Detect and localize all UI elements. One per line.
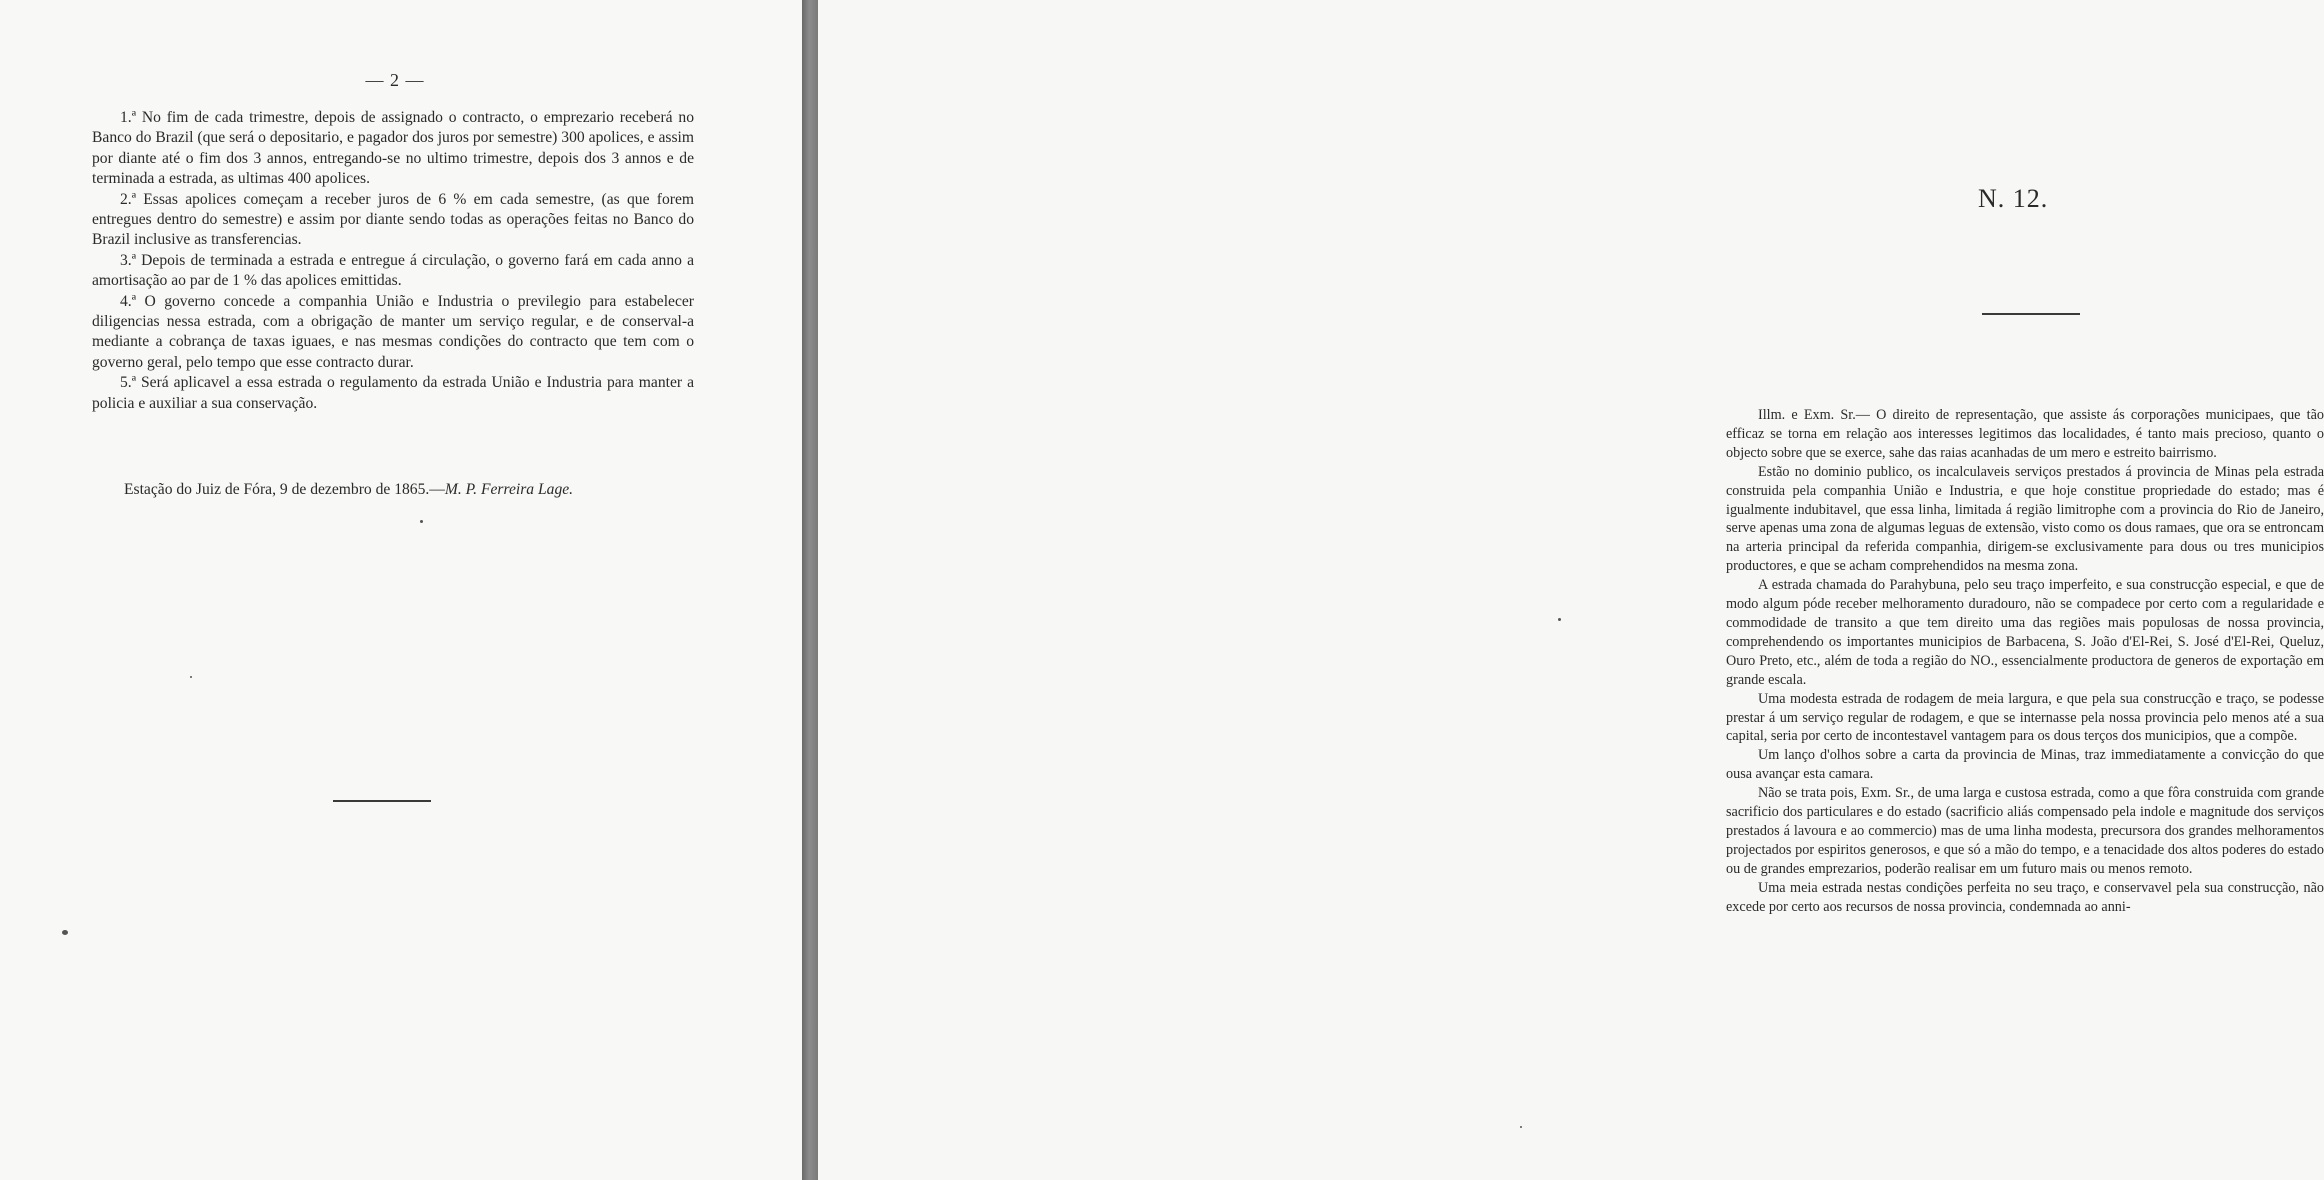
document-number: N. 12. [1978, 184, 2049, 213]
section-divider [333, 800, 431, 802]
representation-letter [1726, 406, 2324, 916]
left-page [0, 0, 802, 1180]
letter-paragraph: Estão no dominio publico, os incalculaveis serviços prestados á provincia de Minas pela estrada construida pela companhia União e Industria, e que hoje constitue propriedade do estado; mas é igualmente indubitavel, que essa linha, limitada á região limitrophe com a provincia do Rio de Janeiro, serve apenas uma zona de algumas leguas de extensão, visto como os dous ramaes, que ora se entroncam na arteria principal da referida companhia, dirigem-se exclusivamente para dous ou tres municipios productores, e que se acham comprehendidos na mesma zona. [1726, 463, 2324, 575]
letter-paragraph: A estrada chamada do Parahybuna, pelo seu traço imperfeito, e sua construcção especial, e que de modo algum póde receber melhoramento duradouro, não se compadece por certo com a regularidade e commodidade de transito a que tem direito uma das regiões mais populosas de nossa provincia, comprehendendo os importantes municipios de Barbacena, S. João d'El-Rei, S. José d'El-Rei, Queluz, Ouro Preto, etc., além de toda a região do NO., essencialmente productora de generos de exportação em grande escala. [1726, 577, 2324, 688]
signature-name: M. P. Ferreira Lage. [444, 481, 574, 498]
signature-place-date: Estação do Juiz de Fóra, 9 de dezembro de 1865.— [124, 481, 445, 498]
right-page [818, 0, 2324, 1180]
scan-speck [62, 930, 68, 935]
clause-paragraph: 5.ª Será aplicavel a essa estrada o regulamento da estrada União e Industria para manter a policia e auxiliar a sua conservação. [92, 374, 694, 412]
section-divider [1982, 313, 2080, 315]
scan-speck [1558, 618, 1561, 621]
clause-paragraph: 4.ª O governo concede a companhia União e Industria o previlegio para estabelecer diligencias nessa estrada, com a obrigação de manter um serviço regular, e de conserval-a mediante a cobrança de taxas iguaes, e nas mesmas condições do contracto que tem com o governo geral, pelo tempo que esse contracto durar. [92, 292, 694, 371]
contract-clauses [92, 108, 694, 414]
letter-paragraph: Não se trata pois, Exm. Sr., de uma larga e custosa estrada, como a que fôra construida com grande sacrificio dos particulares e do estado (sacrificio aliás compensado pela indole e magnitude dos serviços prestados á lavoura e ao commercio) mas de uma linha modesta, precursora dos grandes melhoramentos projectados por espiritos generosos, e que só a mão do tempo, e a tenacidade dos altos poderes do estado ou de grandes emprezarios, poderão realisar em um futuro mais ou menos remoto. [1726, 785, 2324, 877]
scan-speck [420, 520, 423, 523]
clause-paragraph: 2.ª Essas apolices começam a receber juros de 6 % em cada semestre, (as que forem entregues dentro do semestre) e assim por diante sendo todas as operações feitas no Banco do Brazil inclusive as transferencias. [92, 190, 694, 249]
clause-paragraph: 1.ª No fim de cada trimestre, depois de assignado o contracto, o emprezario receberá no Banco do Brazil (que será o depositario, e pagador dos juros por semestre) 300 apolices, e assim por diante até o fim dos 3 annos, entregando-se no ultimo trimestre, depois dos 3 annos e de terminada a estrada, as ultimas 400 apolices. [92, 109, 694, 188]
letter-paragraph: Illm. e Exm. Sr.— O direito de representação, que assiste ás corporações municipaes, que tão efficaz se torna em relação aos interesses legitimos das localidades, é tanto mais precioso, quanto o objecto sobre que se exerce, sahe das raias acanhadas de um mero e estreito bairrismo. [1726, 407, 2324, 461]
letter-paragraph: Uma modesta estrada de rodagem de meia largura, e que pela sua construcção e traço, se podesse prestar á um serviço regular de rodagem, e que se internasse pela nossa provincia pelo menos até a sua capital, seria por certo de incontestavel vantagem para os dous terços dos municipios, que a compõe. [1726, 690, 2324, 745]
signature-line [92, 480, 694, 500]
clause-paragraph: 3.ª Depois de terminada a estrada e entregue á circulação, o governo fará em cada anno a amortisação ao par de 1 % das apolices emittidas. [92, 251, 694, 290]
scan-speck [1520, 1126, 1522, 1128]
letter-paragraph: Uma meia estrada nestas condições perfeita no seu traço, e conservavel pela sua construcção, não excede por certo aos recursos de nossa provincia, condemnada ao anni- [1726, 879, 2324, 915]
scan-speck [190, 676, 192, 678]
letter-paragraph: Um lanço d'olhos sobre a carta da provincia de Minas, traz immediatamente a convicção do que ousa avançar esta camara. [1726, 747, 2324, 783]
page-number: — 2 — [365, 70, 425, 90]
book-gutter [802, 0, 818, 1180]
